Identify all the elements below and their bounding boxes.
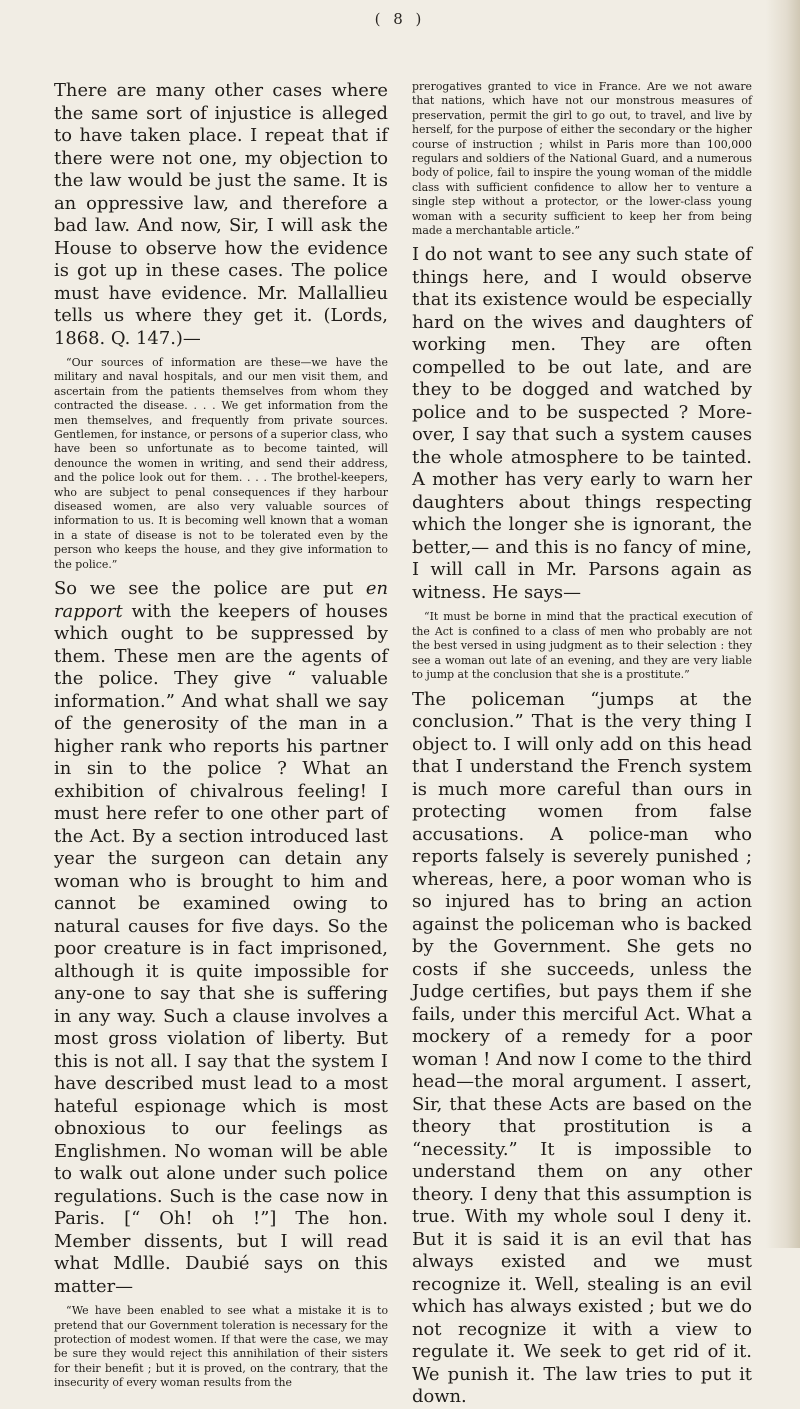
quote-parsons: “It must be borne in mind that the practical execution of the Act is confined to a class of men who probably are not the best versed in using judgment as to their selection : they see a woman out late of an evening, and they are very liable to jump at the conclusion that she is a prostitute.” [412,610,752,682]
text-after-italic: with the keepers of houses which ought to be suppressed by them. These men are the agents of the police. They give “ valuable information.” And what shall we say of the generosity of the man in a higher rank who reports his partner in sin to the police ? What an exhibition of chivalrous feeling! I must here refer to one other part of the Act. By a section introduced last year the surgeon can detain any woman who is brought to him and cannot be examined owing to natural causes for five days. So the poor creature is in fact imprisoned, although it is quite impossible for any-one to say that she is suffering in any way. Such a clause involves a most gross violation of liberty. But this is not all. I say that the system I have described must lead to a most hateful espionage which is most obnoxious to our feelings as Englishmen. No woman will be able to walk out alone under such police regulations. Such is the case now in Paris. [“ Oh! oh !”] The hon. Member dissents, but I will read what Mdlle. Daubié says on this matter— [54,600,388,1297]
paragraph-other-cases: There are many other cases where the same sort of injustice is alleged to have taken place. I repeat that if there were not one, my objection to the law would be just the same. It is an oppressive law, and therefore a bad law. And now, Sir, I will ask the House to observe how the evidence is got up in these cases. The police must have evidence. Mr. Mallallieu tells us where they get it. (Lords, 1868. Q. 147.)— [54,80,388,349]
page-edge-shadow [766,0,800,1248]
quote-daubie: “We have been enabled to see what a mistake it is to pretend that our Government toleration is necessary for the protection of modest women. If that were the case, we may be sure they would reject this annihilation of their sisters for their benefit ; but it is proved, on the contrary, that the insecurity of every woman results from the [54,1304,388,1390]
paragraph-working-men: I do not want to see any such state of things here, and I would observe that its existence would be especially hard on the wives and daughters of working men. They are often compelled to be out late, and are they to be dogged and watched by police and to be suspected ? More-over, I say that such a system causes the whole atmosphere to be tainted. A mother has very early to warn her daughters about things respecting which the longer she is ignorant, the better,— and this is no fancy of mine, I will call in Mr. Parsons again as witness. He says— [412,244,752,603]
left-column [54,80,388,1390]
page-number: ( 8 ) [374,10,426,28]
text-before-italic: So we see the police are put [54,578,366,600]
paragraph-police-rapport [54,578,388,1298]
italic-en-rapport: en rapport [54,578,388,622]
quote-mallallieu: “Our sources of information are these—we have the military and naval hospitals, and our men visit them, and ascertain from the patients themselves from whom they contracted the disease. . . . We get information from the men themselves, and frequently from private sources. Gentlemen, for instance, or persons of a superior class, who have been so unfortunate as to become tainted, will denounce the women in writing, and send their address, and the police look out for them. . . . The brothel-keepers, who are subject to penal consequences if they harbour diseased women, are also very valuable sources of information to us. It is becoming well known that a woman in a state of disease is not to be tolerated even by the person who keeps the house, and they give information to the police.” [54,356,388,571]
right-column [412,80,752,1407]
paragraph-moral-argument: The policeman “jumps at the conclusion.” That is the very thing I object to. I will only add on this head that I understand the French system is much more careful than ours in protecting women from false accusations. A police-man who reports falsely is severely punished ; whereas, here, a poor woman who is so injured has to bring an action against the policeman who is backed by the Government. She gets no costs if she succeeds, unless the Judge certifies, but pays them if she fails, under this merciful Act. What a mockery of a remedy for a poor woman ! And now I come to the third head—the moral argument. I assert, Sir, that these Acts are based on the theory that prostitution is a “necessity.” It is impossible to understand them on any other theory. I deny that this assumption is true. With my whole soul I deny it. But it is said it is an evil that has always existed and we must recognize it. Well, stealing is an evil which has always existed ; but we do not recognize it with a view to regulate it. We seek to get rid of it. We punish it. The law tries to put it down. [412,688,752,1407]
quote-daubie-continued: prerogatives granted to vice in France. Are we not aware that nations, which have not our monstrous measures of preservation, permit the girl to go out, to travel, and live by herself, for the purpose of either the secondary or the higher course of instruction ; whilst in Paris more than 100,000 regulars and soldiers of the National Guard, and a numerous body of police, fail to inspire the young woman of the middle class with sufficient confidence to allow her to venture a single step without a protector, or the lower-class young woman with a security sufficient to keep her from being made a merchantable article.” [412,80,752,238]
